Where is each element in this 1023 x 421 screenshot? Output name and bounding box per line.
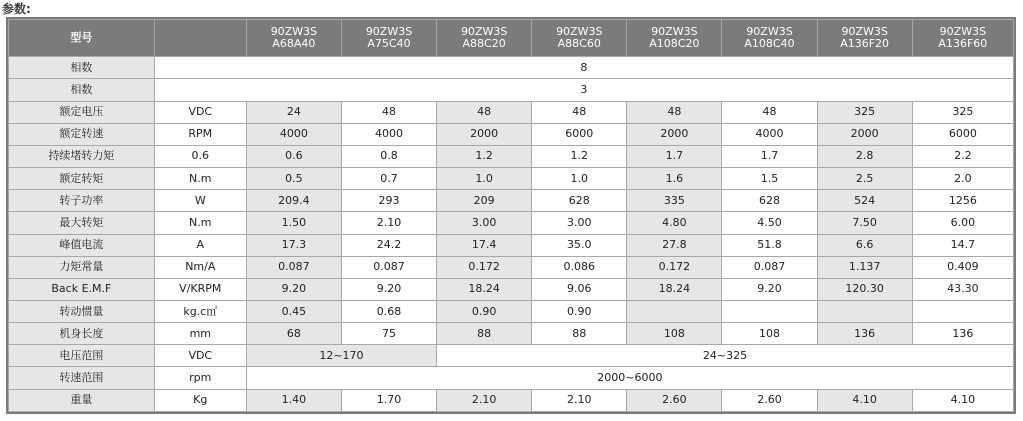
table-cell: 1.0 [532,168,627,190]
table-cell: 0.68 [341,301,436,323]
table-cell: 2.10 [437,389,532,411]
table-row [9,234,1014,256]
header-model-cell: 90ZW3S A108C40 [722,20,817,57]
section-title: 参数: [2,2,31,16]
table-row [9,123,1014,145]
table-cell: 1.50 [246,212,341,234]
table-cell: 0.087 [722,256,817,278]
table-cell: 4.50 [722,212,817,234]
row-label: 转速范围 [9,367,155,389]
table-cell: 14.7 [912,234,1013,256]
table-cell: 1.40 [246,389,341,411]
table-cell: 75 [341,323,436,345]
table-cell: 4000 [246,123,341,145]
row-label: 峰值电流 [9,234,155,256]
row-label: 相数 [9,57,155,79]
table-cell: 9.20 [246,278,341,300]
row-label: 重量 [9,389,155,411]
table-cell: 48 [722,101,817,123]
table-row [9,79,1014,101]
table-cell: 68 [246,323,341,345]
row-unit: VDC [154,345,246,367]
table-cell: 1.70 [341,389,436,411]
table-cell: 136 [817,323,912,345]
row-unit: 0.6 [154,145,246,167]
table-cell: 1.0 [437,168,532,190]
table-cell: 0.8 [341,145,436,167]
table-cell: 108 [627,323,722,345]
table-row [9,57,1014,79]
row-unit: RPM [154,123,246,145]
table-cell: 3 [154,79,1013,101]
row-unit: Nm/A [154,256,246,278]
table-cell: 48 [341,101,436,123]
row-unit: N.m [154,168,246,190]
table-cell: 4000 [722,123,817,145]
table-cell: 1.7 [627,145,722,167]
header-model-label: 型号 [9,20,155,57]
table-cell: 136 [912,323,1013,345]
header-model-cell: 90ZW3S A75C40 [341,20,436,57]
row-unit: VDC [154,101,246,123]
table-row [9,345,1014,367]
table-cell: 325 [817,101,912,123]
table-cell: 12~170 [246,345,436,367]
header-model-cell: 90ZW3S A108C20 [627,20,722,57]
table-cell: 43.30 [912,278,1013,300]
table-cell: 24~325 [437,345,1014,367]
table-cell: 88 [532,323,627,345]
table-cell: 0.90 [532,301,627,323]
table-row [9,367,1014,389]
table-cell: 2.60 [627,389,722,411]
row-unit: rpm [154,367,246,389]
row-label: 额定转矩 [9,168,155,190]
table-cell: 0.172 [627,256,722,278]
table-cell: 2.2 [912,145,1013,167]
table-cell: 6.00 [912,212,1013,234]
table-cell: 0.172 [437,256,532,278]
header-model-cell: 90ZW3S A68A40 [246,20,341,57]
table-cell: 2.60 [722,389,817,411]
table-row [9,389,1014,411]
table-cell: 1.5 [722,168,817,190]
table-cell: 48 [532,101,627,123]
table-row [9,101,1014,123]
table-cell [912,301,1013,323]
header-model-cell: 90ZW3S A88C20 [437,20,532,57]
table-cell: 48 [437,101,532,123]
table-cell: 88 [437,323,532,345]
table-cell: 51.8 [722,234,817,256]
table-cell: 6.6 [817,234,912,256]
header-model-cell: 90ZW3S A88C60 [532,20,627,57]
table-cell: 2.0 [912,168,1013,190]
table-cell: 4.10 [912,389,1013,411]
table-header-row [9,20,1014,57]
row-label: 额定转速 [9,123,155,145]
table-row [9,212,1014,234]
table-cell: 0.409 [912,256,1013,278]
table-cell: 0.5 [246,168,341,190]
table-cell: 2000 [817,123,912,145]
row-label: 力矩常量 [9,256,155,278]
table-row [9,278,1014,300]
table-cell: 2000 [627,123,722,145]
row-unit: Kg [154,389,246,411]
table-cell: 48 [627,101,722,123]
table-cell: 325 [912,101,1013,123]
table-cell: 628 [722,190,817,212]
table-cell: 0.45 [246,301,341,323]
row-label: 相数 [9,79,155,101]
table-cell: 17.4 [437,234,532,256]
table-cell: 0.087 [246,256,341,278]
table-cell: 2.5 [817,168,912,190]
table-cell: 4000 [341,123,436,145]
table-row [9,301,1014,323]
table-cell: 8 [154,57,1013,79]
table-row [9,256,1014,278]
table-cell: 0.086 [532,256,627,278]
table-cell: 1.2 [437,145,532,167]
table-cell: 18.24 [627,278,722,300]
row-label: 机身长度 [9,323,155,345]
table-cell: 27.8 [627,234,722,256]
table-cell: 0.6 [246,145,341,167]
table-cell: 293 [341,190,436,212]
table-cell: 9.20 [341,278,436,300]
table-cell: 335 [627,190,722,212]
table-cell: 524 [817,190,912,212]
table-cell: 108 [722,323,817,345]
table-cell: 1.7 [722,145,817,167]
table-cell: 6000 [912,123,1013,145]
table-cell: 7.50 [817,212,912,234]
row-unit: V/KRPM [154,278,246,300]
table-row [9,323,1014,345]
row-unit: kg.c㎡ [154,301,246,323]
table-cell: 9.06 [532,278,627,300]
table-cell: 18.24 [437,278,532,300]
table-cell: 35.0 [532,234,627,256]
table-cell: 17.3 [246,234,341,256]
table-cell: 3.00 [532,212,627,234]
table-cell: 2.10 [532,389,627,411]
table-cell: 1.6 [627,168,722,190]
spec-table-container [6,17,1016,414]
table-cell: 1256 [912,190,1013,212]
table-cell: 0.087 [341,256,436,278]
table-cell: 24.2 [341,234,436,256]
table-cell: 2000~6000 [246,367,1013,389]
table-cell: 1.2 [532,145,627,167]
row-unit: A [154,234,246,256]
table-cell [817,301,912,323]
table-cell: 1.137 [817,256,912,278]
table-cell: 0.90 [437,301,532,323]
row-unit: N.m [154,212,246,234]
spec-table [8,19,1014,412]
table-cell: 0.7 [341,168,436,190]
table-cell [627,301,722,323]
table-cell: 2000 [437,123,532,145]
table-cell: 3.00 [437,212,532,234]
table-cell [722,301,817,323]
table-cell: 4.80 [627,212,722,234]
table-cell: 628 [532,190,627,212]
row-label: 持续堵转力矩 [9,145,155,167]
table-cell: 24 [246,101,341,123]
table-cell: 9.20 [722,278,817,300]
table-cell: 4.10 [817,389,912,411]
header-unit-cell [154,20,246,57]
table-cell: 2.8 [817,145,912,167]
row-label: 转子功率 [9,190,155,212]
row-label: Back E.M.F [9,278,155,300]
row-label: 最大转矩 [9,212,155,234]
row-label: 额定电压 [9,101,155,123]
header-model-cell: 90ZW3S A136F20 [817,20,912,57]
table-cell: 6000 [532,123,627,145]
table-cell: 120.30 [817,278,912,300]
table-row [9,190,1014,212]
row-unit: W [154,190,246,212]
header-model-cell: 90ZW3S A136F60 [912,20,1013,57]
table-row [9,145,1014,167]
table-row [9,168,1014,190]
row-unit: mm [154,323,246,345]
table-cell: 2.10 [341,212,436,234]
table-cell: 209.4 [246,190,341,212]
row-label: 电压范围 [9,345,155,367]
row-label: 转动惯量 [9,301,155,323]
table-cell: 209 [437,190,532,212]
